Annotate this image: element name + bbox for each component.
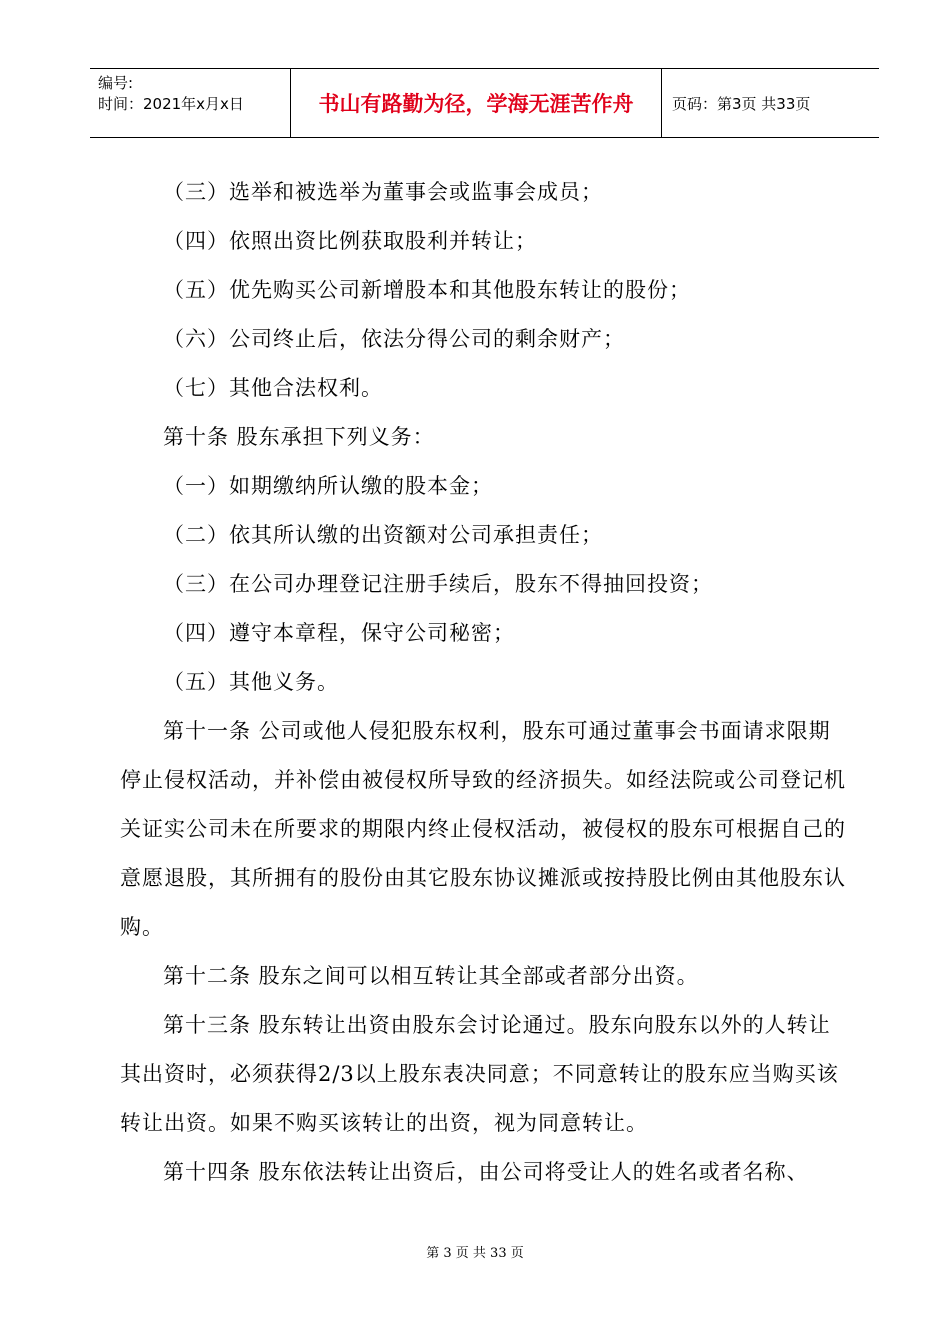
page-footer: 第 3 页 共 33 页 (426, 1246, 524, 1261)
document-time-label: 时间：2021年x月x日 (98, 95, 244, 113)
document-body (120, 168, 852, 1197)
article-heading: 第十条 股东承担下列义务： (163, 425, 435, 449)
article-paragraph: 第十四条 股东依法转让出资后，由公司将受让人的姓名或者名称、 (163, 1160, 809, 1184)
document-number-label: 编号: (98, 74, 134, 92)
article-paragraph: 第十二条 股东之间可以相互转让其全部或者部分出资。 (163, 964, 699, 988)
paragraph: （四）遵守本章程，保守公司秘密； (163, 621, 515, 645)
paragraph: （六）公司终止后，依法分得公司的剩余财产； (163, 327, 625, 351)
article-paragraph: 第十三条 股东转让出资由股东会讨论通过。股东向股东以外的人转让其出资时，必须获得2/3以上股东表决同意；不同意转让的股东应当购买该转让出资。如果不购买该转让的出资，视为同意转让。 (120, 1013, 839, 1135)
paragraph: （一）如期缴纳所认缴的股本金； (163, 474, 493, 498)
paragraph: （五）优先购买公司新增股本和其他股东转让的股份； (163, 278, 691, 302)
paragraph: （二）依其所认缴的出资额对公司承担责任； (163, 523, 603, 547)
header-page-info: 页码：第3页 共33页 (672, 94, 811, 113)
header-motto: 书山有路勤为径，学海无涯苦作舟 (290, 69, 662, 137)
page-header (90, 68, 879, 138)
header-meta (90, 69, 290, 137)
article-paragraph: 第十一条 公司或他人侵犯股东权利，股东可通过董事会书面请求限期停止侵权活动，并补偿由被侵权所导致的经济损失。如经法院或公司登记机关证实公司未在所要求的期限内终止侵权活动，被侵权的股东可根据自己的意愿退股，其所拥有的股份由其它股东协议摊派或按持股比例由其他股东认购。 (120, 719, 846, 939)
paragraph: （七）其他合法权利。 (163, 376, 383, 400)
paragraph: （三）选举和被选举为董事会或监事会成员； (163, 180, 603, 204)
paragraph: （三）在公司办理登记注册手续后，股东不得抽回投资； (163, 572, 713, 596)
paragraph: （四）依照出资比例获取股利并转让； (163, 229, 537, 253)
paragraph: （五）其他义务。 (163, 670, 339, 694)
